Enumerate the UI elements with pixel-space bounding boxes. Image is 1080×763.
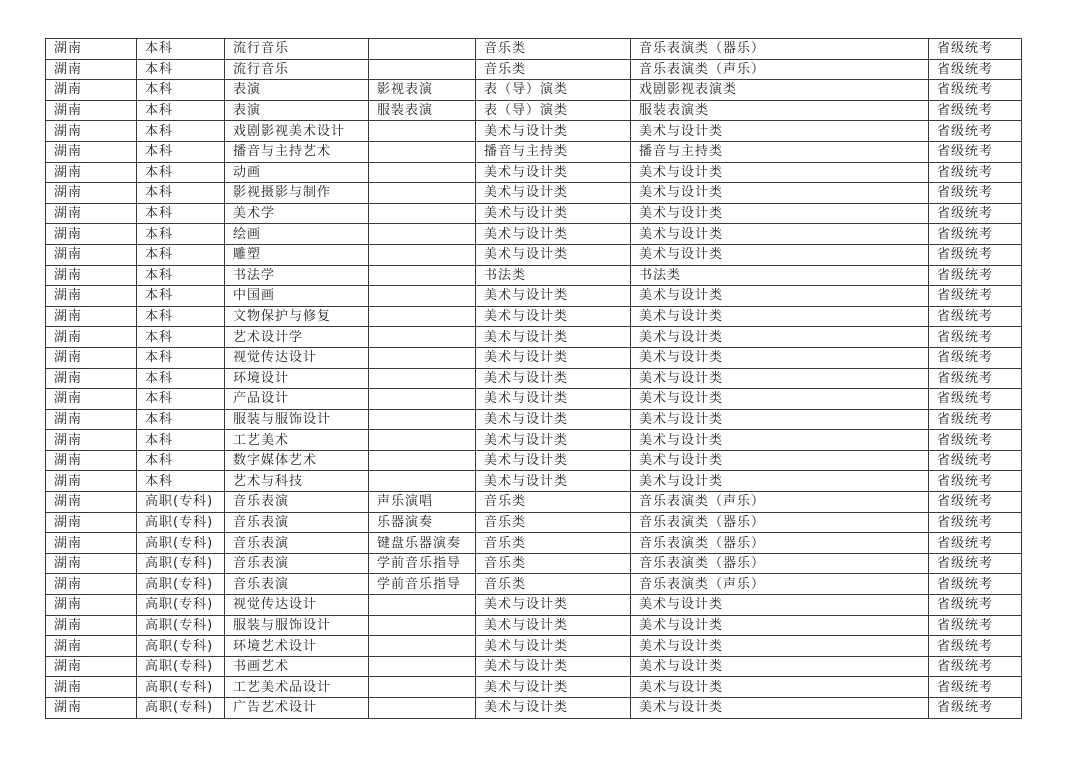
- level-cell: 高职(专科): [137, 553, 225, 574]
- direction-cell: 键盘乐器演奏: [369, 533, 476, 554]
- province-cell: 湖南: [46, 121, 137, 142]
- category-cell: 美术与设计类: [476, 183, 631, 204]
- exam-mode-cell: 省级统考: [929, 430, 1022, 451]
- category-cell: 美术与设计类: [476, 347, 631, 368]
- exam-type-cell: 播音与主持类: [631, 141, 929, 162]
- table-row: [46, 698, 1022, 719]
- major-cell: 音乐表演: [225, 512, 369, 533]
- major-cell: 书法学: [225, 265, 369, 286]
- exam-mode-cell: 省级统考: [929, 203, 1022, 224]
- table-row: [46, 306, 1022, 327]
- direction-cell: [369, 306, 476, 327]
- major-cell: 产品设计: [225, 389, 369, 410]
- province-cell: 湖南: [46, 183, 137, 204]
- exam-type-cell: 音乐表演类（声乐）: [631, 59, 929, 80]
- province-cell: 湖南: [46, 409, 137, 430]
- category-cell: 美术与设计类: [476, 306, 631, 327]
- level-cell: 高职(专科): [137, 615, 225, 636]
- direction-cell: [369, 471, 476, 492]
- direction-cell: [369, 162, 476, 183]
- category-cell: 美术与设计类: [476, 698, 631, 719]
- exam-type-cell: 音乐表演类（声乐）: [631, 574, 929, 595]
- table-row: [46, 677, 1022, 698]
- exam-type-cell: 书法类: [631, 265, 929, 286]
- exam-type-cell: 美术与设计类: [631, 615, 929, 636]
- exam-type-cell: 美术与设计类: [631, 595, 929, 616]
- level-cell: 本科: [137, 265, 225, 286]
- province-cell: 湖南: [46, 80, 137, 101]
- exam-type-cell: 美术与设计类: [631, 430, 929, 451]
- level-cell: 高职(专科): [137, 574, 225, 595]
- province-cell: 湖南: [46, 39, 137, 60]
- exam-mode-cell: 省级统考: [929, 656, 1022, 677]
- level-cell: 高职(专科): [137, 636, 225, 657]
- major-cell: 音乐表演: [225, 492, 369, 513]
- category-cell: 美术与设计类: [476, 244, 631, 265]
- province-cell: 湖南: [46, 244, 137, 265]
- province-cell: 湖南: [46, 286, 137, 307]
- major-cell: 环境设计: [225, 368, 369, 389]
- major-cell: 美术学: [225, 203, 369, 224]
- major-cell: 书画艺术: [225, 656, 369, 677]
- category-cell: 表（导）演类: [476, 80, 631, 101]
- exam-type-cell: 美术与设计类: [631, 224, 929, 245]
- province-cell: 湖南: [46, 553, 137, 574]
- category-cell: 美术与设计类: [476, 636, 631, 657]
- direction-cell: [369, 265, 476, 286]
- table-row: [46, 59, 1022, 80]
- province-cell: 湖南: [46, 615, 137, 636]
- exam-mode-cell: 省级统考: [929, 636, 1022, 657]
- exam-type-cell: 戏剧影视表演类: [631, 80, 929, 101]
- exam-mode-cell: 省级统考: [929, 80, 1022, 101]
- direction-cell: 学前音乐指导: [369, 553, 476, 574]
- table-row: [46, 553, 1022, 574]
- category-cell: 音乐类: [476, 492, 631, 513]
- province-cell: 湖南: [46, 450, 137, 471]
- major-cell: 文物保护与修复: [225, 306, 369, 327]
- province-cell: 湖南: [46, 512, 137, 533]
- category-cell: 美术与设计类: [476, 389, 631, 410]
- table-row: [46, 327, 1022, 348]
- exam-type-cell: 美术与设计类: [631, 203, 929, 224]
- direction-cell: [369, 224, 476, 245]
- exam-mode-cell: 省级统考: [929, 327, 1022, 348]
- level-cell: 本科: [137, 80, 225, 101]
- level-cell: 高职(专科): [137, 656, 225, 677]
- major-cell: 中国画: [225, 286, 369, 307]
- category-cell: 美术与设计类: [476, 368, 631, 389]
- table-row: [46, 265, 1022, 286]
- exam-mode-cell: 省级统考: [929, 162, 1022, 183]
- exam-mode-cell: 省级统考: [929, 512, 1022, 533]
- province-cell: 湖南: [46, 100, 137, 121]
- table-row: [46, 389, 1022, 410]
- category-cell: 音乐类: [476, 533, 631, 554]
- table-row: [46, 615, 1022, 636]
- exam-type-cell: 美术与设计类: [631, 450, 929, 471]
- exam-mode-cell: 省级统考: [929, 244, 1022, 265]
- exam-type-cell: 美术与设计类: [631, 327, 929, 348]
- major-cell: 服装与服饰设计: [225, 409, 369, 430]
- level-cell: 高职(专科): [137, 492, 225, 513]
- table-row: [46, 533, 1022, 554]
- direction-cell: [369, 347, 476, 368]
- table-row: [46, 203, 1022, 224]
- direction-cell: 乐器演奏: [369, 512, 476, 533]
- direction-cell: [369, 389, 476, 410]
- exam-type-cell: 音乐表演类（声乐）: [631, 492, 929, 513]
- category-cell: 美术与设计类: [476, 224, 631, 245]
- exam-type-cell: 音乐表演类（器乐）: [631, 553, 929, 574]
- exam-type-cell: 美术与设计类: [631, 677, 929, 698]
- exam-mode-cell: 省级统考: [929, 368, 1022, 389]
- table-row: [46, 656, 1022, 677]
- direction-cell: 服装表演: [369, 100, 476, 121]
- table-row: [46, 141, 1022, 162]
- level-cell: 本科: [137, 203, 225, 224]
- direction-cell: [369, 183, 476, 204]
- direction-cell: [369, 59, 476, 80]
- level-cell: 本科: [137, 306, 225, 327]
- major-cell: 工艺美术品设计: [225, 677, 369, 698]
- table-row: [46, 347, 1022, 368]
- direction-cell: [369, 368, 476, 389]
- level-cell: 高职(专科): [137, 512, 225, 533]
- category-cell: 美术与设计类: [476, 656, 631, 677]
- document-page: [45, 38, 1021, 719]
- direction-cell: [369, 677, 476, 698]
- exam-type-cell: 美术与设计类: [631, 286, 929, 307]
- level-cell: 本科: [137, 100, 225, 121]
- exam-type-cell: 美术与设计类: [631, 471, 929, 492]
- major-cell: 影视摄影与制作: [225, 183, 369, 204]
- exam-mode-cell: 省级统考: [929, 347, 1022, 368]
- level-cell: 本科: [137, 450, 225, 471]
- level-cell: 本科: [137, 286, 225, 307]
- category-cell: 音乐类: [476, 574, 631, 595]
- major-cell: 服装与服饰设计: [225, 615, 369, 636]
- level-cell: 本科: [137, 347, 225, 368]
- category-cell: 美术与设计类: [476, 286, 631, 307]
- exam-type-cell: 美术与设计类: [631, 656, 929, 677]
- major-cell: 环境艺术设计: [225, 636, 369, 657]
- province-cell: 湖南: [46, 656, 137, 677]
- level-cell: 本科: [137, 162, 225, 183]
- province-cell: 湖南: [46, 265, 137, 286]
- table-row: [46, 595, 1022, 616]
- level-cell: 本科: [137, 183, 225, 204]
- table-row: [46, 100, 1022, 121]
- level-cell: 本科: [137, 244, 225, 265]
- exam-type-cell: 美术与设计类: [631, 121, 929, 142]
- direction-cell: [369, 121, 476, 142]
- province-cell: 湖南: [46, 389, 137, 410]
- exam-mode-cell: 省级统考: [929, 59, 1022, 80]
- exam-mode-cell: 省级统考: [929, 492, 1022, 513]
- category-cell: 美术与设计类: [476, 327, 631, 348]
- province-cell: 湖南: [46, 471, 137, 492]
- level-cell: 高职(专科): [137, 533, 225, 554]
- category-cell: 美术与设计类: [476, 162, 631, 183]
- province-cell: 湖南: [46, 327, 137, 348]
- major-cell: 表演: [225, 80, 369, 101]
- category-cell: 美术与设计类: [476, 677, 631, 698]
- direction-cell: [369, 39, 476, 60]
- category-cell: 美术与设计类: [476, 615, 631, 636]
- direction-cell: [369, 656, 476, 677]
- direction-cell: [369, 286, 476, 307]
- category-cell: 音乐类: [476, 553, 631, 574]
- exam-mode-cell: 省级统考: [929, 595, 1022, 616]
- data-table: [45, 38, 1022, 719]
- province-cell: 湖南: [46, 533, 137, 554]
- level-cell: 本科: [137, 368, 225, 389]
- major-cell: 音乐表演: [225, 553, 369, 574]
- table-row: [46, 430, 1022, 451]
- category-cell: 美术与设计类: [476, 471, 631, 492]
- direction-cell: [369, 595, 476, 616]
- direction-cell: [369, 430, 476, 451]
- category-cell: 播音与主持类: [476, 141, 631, 162]
- exam-type-cell: 美术与设计类: [631, 698, 929, 719]
- exam-type-cell: 美术与设计类: [631, 636, 929, 657]
- level-cell: 高职(专科): [137, 677, 225, 698]
- exam-type-cell: 美术与设计类: [631, 306, 929, 327]
- level-cell: 本科: [137, 39, 225, 60]
- major-cell: 艺术设计学: [225, 327, 369, 348]
- major-cell: 数字媒体艺术: [225, 450, 369, 471]
- direction-cell: [369, 409, 476, 430]
- major-cell: 音乐表演: [225, 574, 369, 595]
- major-cell: 表演: [225, 100, 369, 121]
- exam-mode-cell: 省级统考: [929, 471, 1022, 492]
- table-row: [46, 492, 1022, 513]
- direction-cell: [369, 203, 476, 224]
- level-cell: 本科: [137, 121, 225, 142]
- exam-mode-cell: 省级统考: [929, 39, 1022, 60]
- province-cell: 湖南: [46, 636, 137, 657]
- table-row: [46, 512, 1022, 533]
- major-cell: 广告艺术设计: [225, 698, 369, 719]
- exam-type-cell: 服装表演类: [631, 100, 929, 121]
- category-cell: 美术与设计类: [476, 430, 631, 451]
- exam-mode-cell: 省级统考: [929, 450, 1022, 471]
- exam-mode-cell: 省级统考: [929, 615, 1022, 636]
- exam-mode-cell: 省级统考: [929, 574, 1022, 595]
- province-cell: 湖南: [46, 59, 137, 80]
- exam-mode-cell: 省级统考: [929, 265, 1022, 286]
- province-cell: 湖南: [46, 203, 137, 224]
- category-cell: 美术与设计类: [476, 409, 631, 430]
- category-cell: 美术与设计类: [476, 595, 631, 616]
- level-cell: 本科: [137, 389, 225, 410]
- category-cell: 音乐类: [476, 512, 631, 533]
- exam-type-cell: 美术与设计类: [631, 389, 929, 410]
- province-cell: 湖南: [46, 698, 137, 719]
- level-cell: 本科: [137, 59, 225, 80]
- category-cell: 美术与设计类: [476, 121, 631, 142]
- level-cell: 本科: [137, 471, 225, 492]
- table-row: [46, 162, 1022, 183]
- category-cell: 音乐类: [476, 59, 631, 80]
- major-cell: 雕塑: [225, 244, 369, 265]
- exam-mode-cell: 省级统考: [929, 553, 1022, 574]
- exam-mode-cell: 省级统考: [929, 141, 1022, 162]
- province-cell: 湖南: [46, 141, 137, 162]
- level-cell: 本科: [137, 327, 225, 348]
- level-cell: 高职(专科): [137, 595, 225, 616]
- major-cell: 戏剧影视美术设计: [225, 121, 369, 142]
- exam-mode-cell: 省级统考: [929, 306, 1022, 327]
- exam-type-cell: 音乐表演类（器乐）: [631, 512, 929, 533]
- table-row: [46, 39, 1022, 60]
- exam-mode-cell: 省级统考: [929, 121, 1022, 142]
- direction-cell: [369, 615, 476, 636]
- table-row: [46, 471, 1022, 492]
- exam-type-cell: 美术与设计类: [631, 244, 929, 265]
- direction-cell: [369, 141, 476, 162]
- major-cell: 动画: [225, 162, 369, 183]
- major-cell: 流行音乐: [225, 39, 369, 60]
- level-cell: 本科: [137, 224, 225, 245]
- direction-cell: [369, 327, 476, 348]
- province-cell: 湖南: [46, 492, 137, 513]
- table-row: [46, 636, 1022, 657]
- table-row: [46, 244, 1022, 265]
- category-cell: 音乐类: [476, 39, 631, 60]
- table-row: [46, 80, 1022, 101]
- province-cell: 湖南: [46, 306, 137, 327]
- major-cell: 艺术与科技: [225, 471, 369, 492]
- direction-cell: [369, 244, 476, 265]
- table-row: [46, 286, 1022, 307]
- exam-mode-cell: 省级统考: [929, 698, 1022, 719]
- direction-cell: [369, 450, 476, 471]
- exam-mode-cell: 省级统考: [929, 286, 1022, 307]
- category-cell: 书法类: [476, 265, 631, 286]
- province-cell: 湖南: [46, 595, 137, 616]
- table-row: [46, 368, 1022, 389]
- province-cell: 湖南: [46, 574, 137, 595]
- table-body: [46, 39, 1022, 719]
- major-cell: 流行音乐: [225, 59, 369, 80]
- exam-mode-cell: 省级统考: [929, 183, 1022, 204]
- major-cell: 音乐表演: [225, 533, 369, 554]
- major-cell: 播音与主持艺术: [225, 141, 369, 162]
- province-cell: 湖南: [46, 224, 137, 245]
- category-cell: 表（导）演类: [476, 100, 631, 121]
- province-cell: 湖南: [46, 677, 137, 698]
- level-cell: 本科: [137, 430, 225, 451]
- table-row: [46, 121, 1022, 142]
- direction-cell: 学前音乐指导: [369, 574, 476, 595]
- exam-type-cell: 美术与设计类: [631, 347, 929, 368]
- direction-cell: 声乐演唱: [369, 492, 476, 513]
- major-cell: 工艺美术: [225, 430, 369, 451]
- table-row: [46, 574, 1022, 595]
- level-cell: 高职(专科): [137, 698, 225, 719]
- table-row: [46, 224, 1022, 245]
- table-row: [46, 450, 1022, 471]
- exam-type-cell: 美术与设计类: [631, 162, 929, 183]
- exam-mode-cell: 省级统考: [929, 100, 1022, 121]
- direction-cell: [369, 636, 476, 657]
- exam-mode-cell: 省级统考: [929, 389, 1022, 410]
- category-cell: 美术与设计类: [476, 450, 631, 471]
- province-cell: 湖南: [46, 347, 137, 368]
- exam-mode-cell: 省级统考: [929, 677, 1022, 698]
- exam-mode-cell: 省级统考: [929, 409, 1022, 430]
- province-cell: 湖南: [46, 368, 137, 389]
- province-cell: 湖南: [46, 162, 137, 183]
- table-row: [46, 409, 1022, 430]
- province-cell: 湖南: [46, 430, 137, 451]
- exam-type-cell: 音乐表演类（器乐）: [631, 533, 929, 554]
- exam-mode-cell: 省级统考: [929, 533, 1022, 554]
- direction-cell: [369, 698, 476, 719]
- category-cell: 美术与设计类: [476, 203, 631, 224]
- table-row: [46, 183, 1022, 204]
- exam-type-cell: 美术与设计类: [631, 368, 929, 389]
- level-cell: 本科: [137, 141, 225, 162]
- exam-mode-cell: 省级统考: [929, 224, 1022, 245]
- major-cell: 视觉传达设计: [225, 347, 369, 368]
- major-cell: 绘画: [225, 224, 369, 245]
- direction-cell: 影视表演: [369, 80, 476, 101]
- exam-type-cell: 音乐表演类（器乐）: [631, 39, 929, 60]
- major-cell: 视觉传达设计: [225, 595, 369, 616]
- exam-type-cell: 美术与设计类: [631, 409, 929, 430]
- level-cell: 本科: [137, 409, 225, 430]
- exam-type-cell: 美术与设计类: [631, 183, 929, 204]
